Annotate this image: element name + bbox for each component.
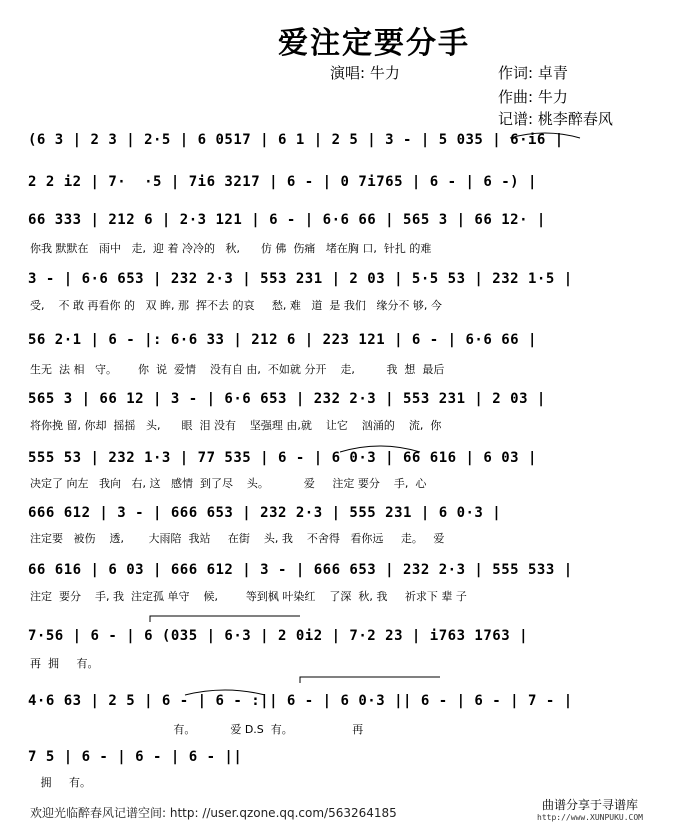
logo-url: http://www.XUNPUKU.COM [537, 813, 643, 822]
notation-line: 4·6 63 | 2 5 | 6 - | 6 - :|| 6 - | 6 0·3 || 6 - | 6 - | 7 - | [28, 693, 573, 709]
notation-line: 7 5 | 6 - | 6 - | 6 - || [28, 749, 243, 765]
composer-credit: 作曲: 牛力 [498, 88, 568, 106]
lyric-line: 生无 法 相 守。 你 说 爱情 没有自 由, 不如就 分开 走, 我 想 最后 [30, 363, 445, 376]
slur-mark [185, 690, 265, 695]
notation-line: 555 53 | 232 1·3 | 77 535 | 6 - | 6 0·3 | 66 616 | 6 03 | [28, 450, 537, 466]
transcriber-credit: 记谱: 桃李醉春风 [498, 110, 613, 128]
slur-mark [340, 446, 420, 452]
volta-bracket [300, 677, 440, 683]
lyric-line: 将你挽 留, 你却 摇摇 头, 眼 泪 没有 坚强理 由,就 让它 汹涌的 流, 你 [30, 419, 442, 432]
lyric-line: 注定 要分 手, 我 注定孤 单守 候, 等到枫 叶染红 了深 秋, 我 祈求下 辈 子 [30, 590, 467, 603]
site-logo [512, 796, 668, 826]
song-title: 爱注定要分手 [278, 26, 470, 61]
singer-credit: 演唱: 牛力 [330, 64, 400, 82]
notation-line: 7·56 | 6 - | 6 (035 | 6·3 | 2 0i2 | 7·2 23 | i763 1763 | [28, 628, 529, 644]
notation-line: 66 333 | 212 6 | 2·3 121 | 6 - | 6·6 66 | 565 3 | 66 12· | [28, 212, 546, 228]
notation-line: 56 2·1 | 6 - |: 6·6 33 | 212 6 | 223 121 | 6 - | 6·6 66 | [28, 332, 537, 348]
volta-bracket [150, 616, 300, 622]
logo-title: 曲谱分享于寻谱库 [541, 798, 638, 812]
notation-line: 666 612 | 3 - | 666 653 | 232 2·3 | 555 231 | 6 0·3 | [28, 505, 502, 521]
lyric-line: 再 拥 有。 [30, 657, 99, 670]
notation-line: 3 - | 6·6 653 | 232 2·3 | 553 231 | 2 03 | 5·5 53 | 232 1·5 | [28, 271, 573, 287]
lyric-line: 受, 不 敢 再看你 的 双 眸, 那 挥不去 的哀 愁, 难 道 是 我们 缘分不 够, 今 [30, 299, 442, 312]
slur-mark [510, 133, 580, 138]
notation-line: 565 3 | 66 12 | 3 - | 6·6 653 | 232 2·3 | 553 231 | 2 03 | [28, 391, 546, 407]
notation-line: 66 616 | 6 03 | 666 612 | 3 - | 666 653 | 232 2·3 | 555 533 | [28, 562, 573, 578]
notation-line: (6 3 | 2 3 | 2·5 | 6 0517 | 6 1 | 2 5 | 3 - | 5 035 | 6·i6 | [28, 132, 564, 148]
lyricist-credit: 作词: 卓青 [498, 64, 568, 82]
lyric-line: 决定了 向左 我向 右, 这 感情 到了尽 头。 爱 注定 要分 手, 心 [30, 477, 427, 490]
footer-text: 欢迎光临醉春风记谱空间: http: //user.qzone.qq.com/563264185 [30, 806, 397, 820]
lyric-line: 拥 有。 [30, 776, 91, 789]
lyric-line: 注定要 被伤 透, 大雨陪 我站 在街 头, 我 不舍得 看你远 走。 爱 [30, 532, 445, 545]
lyric-line: 有。 爱 D.S 有。 再 [30, 723, 364, 736]
notation-line: 2 2 i2 | 7· ·5 | 7i6 3217 | 6 - | 0 7i765 | 6 - | 6 -) | [28, 174, 537, 190]
lyric-line: 你我 默默在 雨中 走, 迎 着 冷冷的 秋, 仿 佛 伤痛 堵在胸 口, 针扎 的难 [30, 242, 432, 255]
